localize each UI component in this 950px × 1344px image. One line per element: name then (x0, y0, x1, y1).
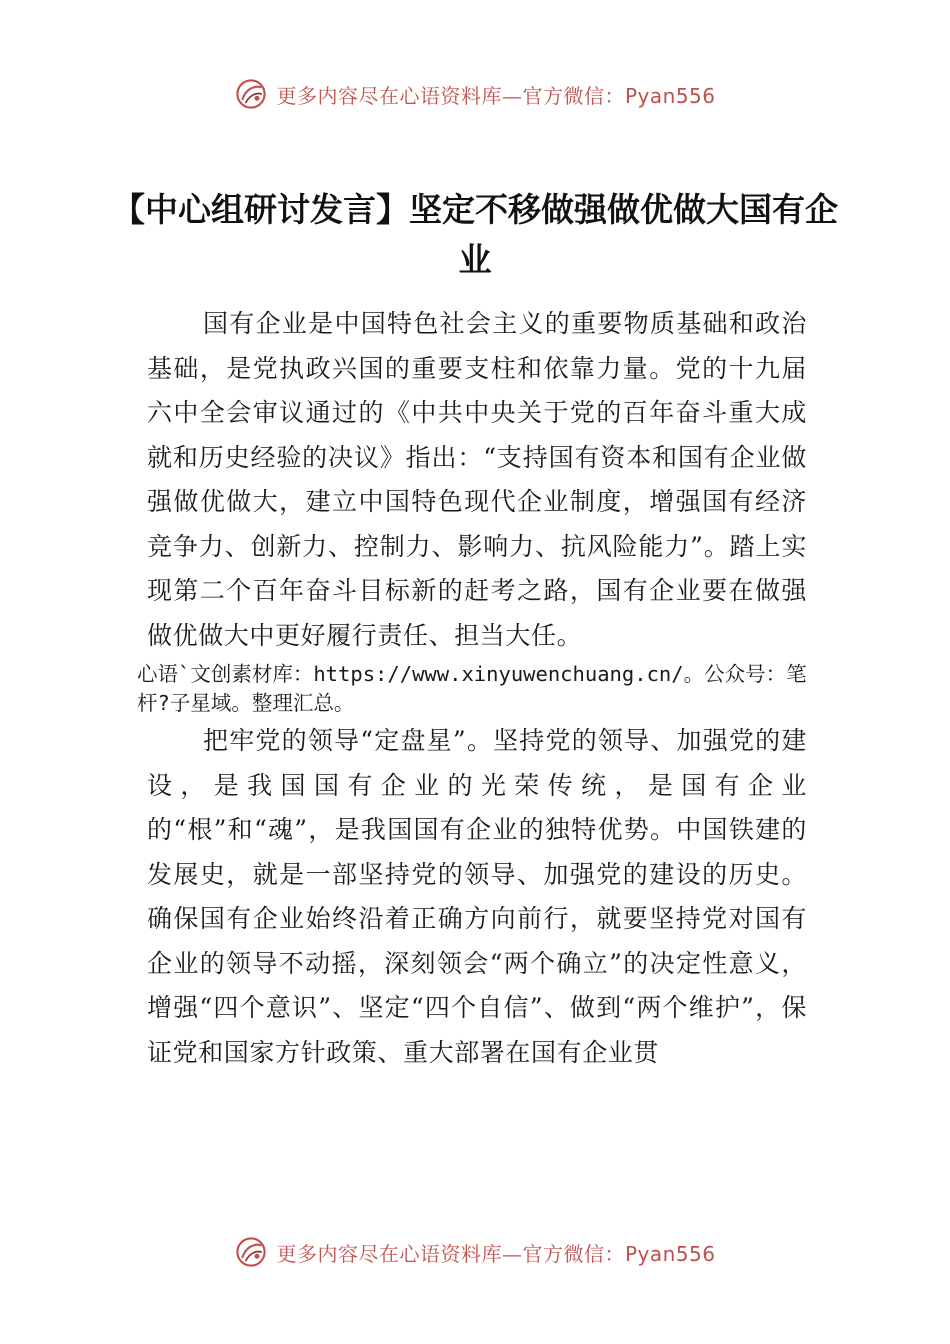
source-note: 心语`文创素材库：https://www.xinyuwenchuang.cn/。公众号：笔杆?子星域。整理汇总。 (137, 662, 807, 715)
header-banner-brand: Pyan556 (624, 83, 716, 108)
footer-banner (0, 1232, 950, 1272)
xinyu-logo-icon (234, 77, 268, 111)
header-banner-message: 更多内容尽在心语资料库—官方微信： (276, 83, 625, 108)
footer-banner-message: 更多内容尽在心语资料库—官方微信： (276, 1241, 625, 1266)
paragraph-1: 国有企业是中国特色社会主义的重要物质基础和政治基础，是党执政兴国的重要支柱和依靠力量。党的十九届六中全会审议通过的《中共中央关于党的百年奋斗重大成就和历史经验的决议》指出：“支持国有资本和国有企业做强做优做大，建立中国特色现代企业制度，增强国有经济竞争力、创新力、控制力、影响力、抗风险能力”。踏上实现第二个百年奋斗目标新的赶考之路，国有企业要在做强做优做大中更好履行责任、担当大任。 (147, 309, 807, 650)
document-title: 【中心组研讨发言】坚定不移做强做优做大国有企业 (112, 190, 838, 280)
header-banner-text (276, 80, 715, 109)
footer-banner-text (276, 1238, 715, 1267)
paragraph-2: 把牢党的领导“定盘星”。坚持党的领导、加强党的建设，是我国国有企业的光荣传统，是国有企业的“根”和“魂”，是我国国有企业的独特优势。中国铁建的发展史，就是一部坚持党的领导、加强党的建设的历史。确保国有企业始终沿着正确方向前行，就要坚持党对国有企业的领导不动摇，深刻领会“两个确立”的决定性意义，增强“四个意识”、坚定“四个自信”、做到“两个维护”，保证党和国家方针政策、重大部署在国有企业贯 (147, 726, 807, 1067)
xinyu-logo-icon (234, 1235, 268, 1269)
footer-banner-brand: Pyan556 (624, 1241, 716, 1266)
header-banner (0, 74, 950, 114)
